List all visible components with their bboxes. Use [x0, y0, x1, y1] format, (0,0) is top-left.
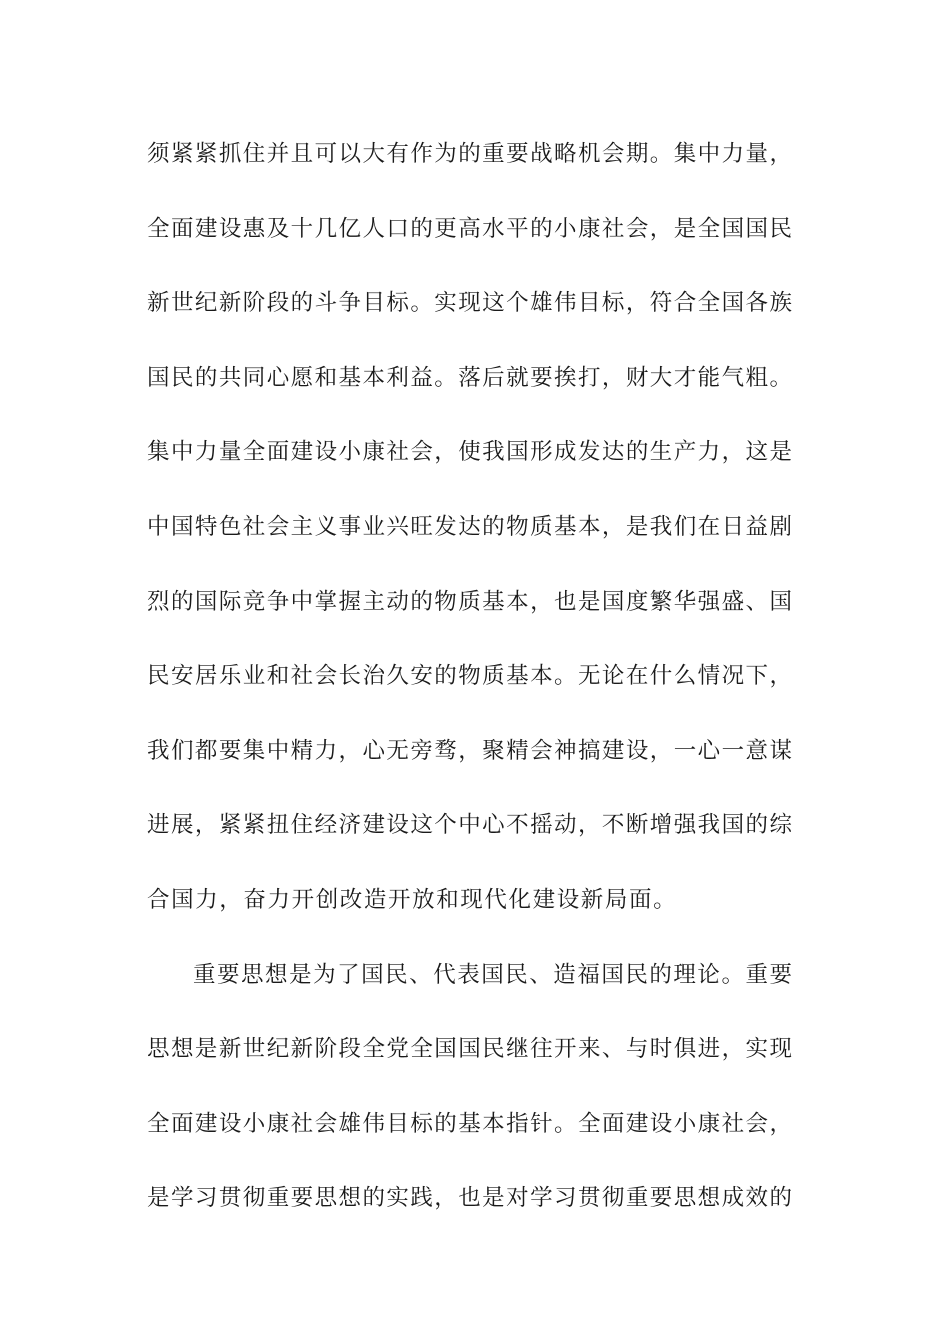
body-text [147, 131, 792, 1250]
text-line: 进展，紧紧扭住经济建设这个中心不摇动，不断增强我国的综 [147, 812, 792, 839]
text-line: 集中力量全面建设小康社会，使我国形成发达的生产力，这是 [147, 439, 792, 466]
text-line: 烈的国际竞争中掌握主动的物质基本，也是国度繁华强盛、国 [147, 588, 792, 615]
text-line: 全面建设小康社会雄伟目标的基本指针。全面建设小康社会， [147, 1110, 792, 1137]
paragraph-end-line: 合国力，奋力开创改造开放和现代化建设新局面。 [147, 886, 678, 913]
text-line: 是学习贯彻重要思想的实践，也是对学习贯彻重要思想成效的 [147, 1185, 792, 1212]
text-line: 须紧紧抓住并且可以大有作为的重要战略机会期。集中力量， [147, 141, 792, 167]
text-line: 国民的共同心愿和基本利益。落后就要挨打，财大才能气粗。 [147, 364, 792, 391]
text-line: 全面建设惠及十几亿人口的更高水平的小康社会，是全国国民 [147, 215, 792, 242]
text-line: 民安居乐业和社会长治久安的物质基本。无论在什么情况下， [147, 663, 792, 690]
text-line: 我们都要集中精力，心无旁骛，聚精会神搞建设，一心一意谋 [147, 737, 792, 764]
text-line: 新世纪新阶段的斗争目标。实现这个雄伟目标，符合全国各族 [147, 290, 792, 317]
text-line: 中国特色社会主义事业兴旺发达的物质基本，是我们在日益剧 [147, 513, 792, 540]
text-line: 思想是新世纪新阶段全党全国国民继往开来、与时俱进，实现 [147, 1036, 792, 1063]
paragraph-start-line: 重要思想是为了国民、代表国民、造福国民的理论。重要 [193, 961, 792, 988]
